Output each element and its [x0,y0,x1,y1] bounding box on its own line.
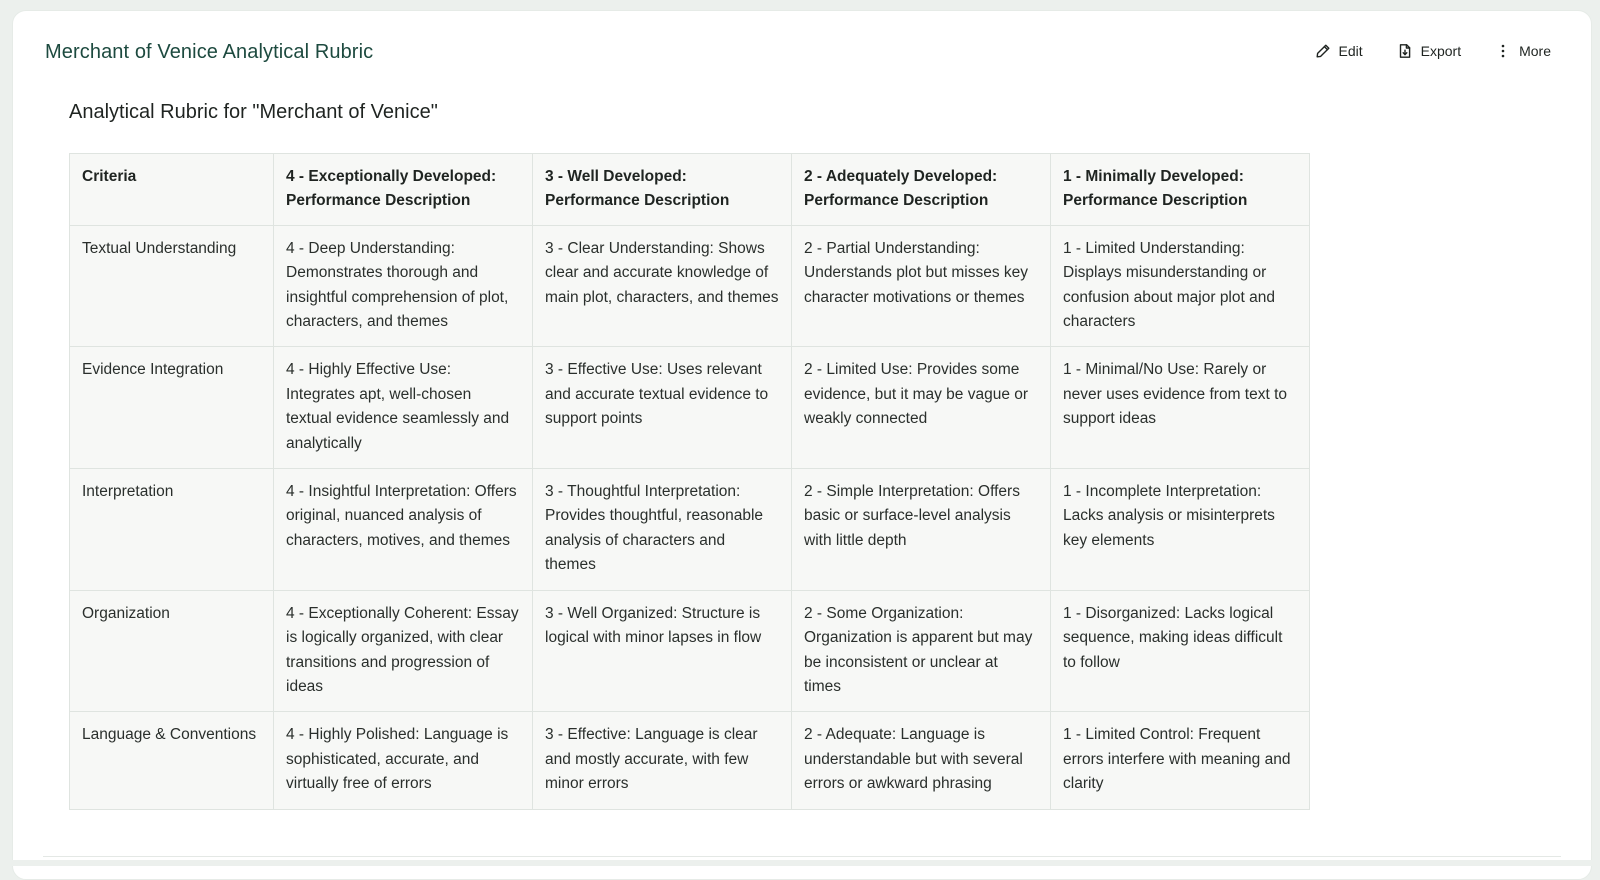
table-cell: 4 - Highly Polished: Language is sophisticated, accurate, and virtually free of errors [274,712,533,809]
section-divider [43,856,1561,857]
table-cell: 2 - Simple Interpretation: Offers basic or surface-level analysis with little depth [792,469,1051,591]
table-cell: 3 - Effective: Language is clear and mostly accurate, with few minor errors [533,712,792,809]
rubric-table [69,153,1310,810]
table-cell: 1 - Minimal/No Use: Rarely or never uses evidence from text to support ideas [1051,347,1310,469]
table-row [70,590,1310,712]
table-cell: 1 - Disorganized: Lacks logical sequence, making ideas difficult to follow [1051,590,1310,712]
table-cell: 3 - Well Organized: Structure is logical with minor lapses in flow [533,590,792,712]
table-row [70,347,1310,469]
criteria-cell: Evidence Integration [70,347,274,469]
page-title: Merchant of Venice Analytical Rubric [45,41,374,63]
column-header: 2 - Adequately Developed: Performance Description [792,154,1051,226]
table-cell: 2 - Adequate: Language is understandable but with several errors or awkward phrasing [792,712,1051,809]
card-header [13,11,1591,95]
table-row [70,469,1310,591]
table-cell: 2 - Some Organization: Organization is apparent but may be inconsistent or unclear at times [792,590,1051,712]
table-header-row [70,154,1310,226]
table-cell: 2 - Limited Use: Provides some evidence, but it may be vague or weakly connected [792,347,1051,469]
column-header: 1 - Minimally Developed: Performance Description [1051,154,1310,226]
table-row [70,225,1310,347]
table-row [70,712,1310,809]
column-header: Criteria [70,154,274,226]
table-cell: 4 - Insightful Interpretation: Offers original, nuanced analysis of characters, motives, and themes [274,469,533,591]
column-header: 4 - Exceptionally Developed: Performance Description [274,154,533,226]
table-cell: 4 - Highly Effective Use: Integrates apt, well-chosen textual evidence seamlessly and analytically [274,347,533,469]
rubric-card [12,10,1592,880]
pencil-icon [1315,43,1331,59]
table-cell: 1 - Limited Control: Frequent errors interfere with meaning and clarity [1051,712,1310,809]
edit-button[interactable] [1315,43,1363,59]
rubric-heading: Analytical Rubric for "Merchant of Venice" [69,101,438,123]
table-cell: 2 - Partial Understanding: Understands plot but misses key character motivations or themes [792,225,1051,347]
column-header: 3 - Well Developed: Performance Description [533,154,792,226]
edit-label: Edit [1338,43,1363,59]
criteria-cell: Organization [70,590,274,712]
more-button[interactable] [1495,43,1551,59]
table-cell: 3 - Clear Understanding: Shows clear and accurate knowledge of main plot, characters, and themes [533,225,792,347]
criteria-cell: Interpretation [70,469,274,591]
more-label: More [1519,43,1551,59]
export-button[interactable] [1397,43,1461,59]
more-vertical-icon [1495,43,1511,59]
table-cell: 4 - Exceptionally Coherent: Essay is logically organized, with clear transitions and progression of ideas [274,590,533,712]
table-cell: 3 - Thoughtful Interpretation: Provides thoughtful, reasonable analysis of characters and themes [533,469,792,591]
criteria-cell: Textual Understanding [70,225,274,347]
criteria-cell: Language & Conventions [70,712,274,809]
header-actions [1315,43,1552,59]
table-cell: 1 - Incomplete Interpretation: Lacks analysis or misinterprets key elements [1051,469,1310,591]
table-cell: 4 - Deep Understanding: Demonstrates thorough and insightful comprehension of plot, characters, and themes [274,225,533,347]
bottom-strip [0,860,1600,866]
export-label: Export [1420,43,1462,59]
table-cell: 3 - Effective Use: Uses relevant and accurate textual evidence to support points [533,347,792,469]
file-export-icon [1397,43,1413,59]
table-cell: 1 - Limited Understanding: Displays misunderstanding or confusion about major plot and characters [1051,225,1310,347]
